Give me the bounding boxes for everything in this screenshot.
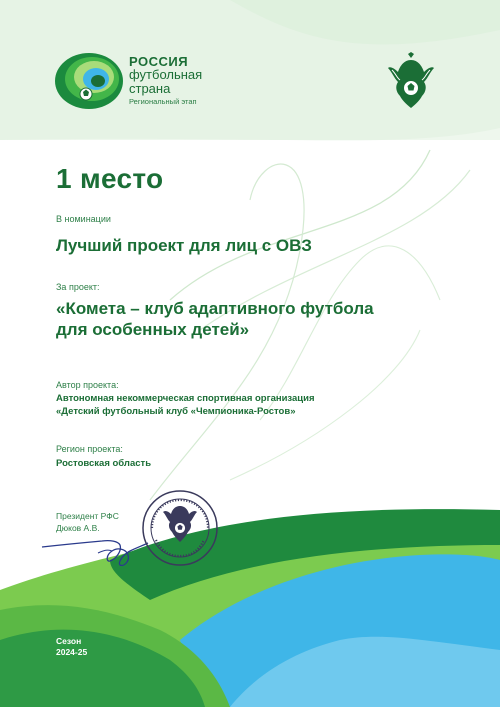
nomination-label: В номинации bbox=[56, 214, 111, 224]
nomination-value: Лучший проект для лиц с ОВЗ bbox=[56, 236, 312, 255]
signature-icon bbox=[40, 525, 150, 570]
season-years: 2024-25 bbox=[56, 647, 88, 657]
author-value bbox=[56, 392, 456, 418]
place-title: 1 место bbox=[56, 163, 164, 194]
signatory-title: Президент РФС bbox=[56, 511, 119, 521]
brand-line-3: страна bbox=[129, 81, 171, 96]
brand-text bbox=[129, 55, 202, 107]
rfs-seal-icon bbox=[140, 488, 220, 568]
project-line-2: для особенных детей» bbox=[56, 320, 250, 339]
brand-subtitle: Региональный этап bbox=[129, 97, 197, 106]
season-block bbox=[56, 636, 87, 658]
season-label: Сезон bbox=[56, 636, 82, 646]
signatory-name: Дюков А.В. bbox=[56, 523, 100, 533]
project-label: За проект: bbox=[56, 282, 100, 292]
brand-line-1: РОССИЯ bbox=[129, 54, 189, 69]
author-line-1: Автономная некоммерческая спортивная организация bbox=[56, 393, 315, 404]
project-value bbox=[56, 298, 456, 340]
region-label: Регион проекта: bbox=[56, 444, 123, 454]
russia-football-country-logo-icon bbox=[54, 52, 124, 110]
brand-line-2: футбольная bbox=[129, 67, 203, 82]
author-line-2: «Детский футбольный клуб «Чемпионика-Ростов» bbox=[56, 406, 296, 417]
project-line-1: «Комета – клуб адаптивного футбола bbox=[56, 299, 374, 318]
rfs-eagle-emblem-icon bbox=[386, 52, 436, 110]
author-label: Автор проекта: bbox=[56, 380, 119, 390]
region-value: Ростовская область bbox=[56, 458, 152, 469]
